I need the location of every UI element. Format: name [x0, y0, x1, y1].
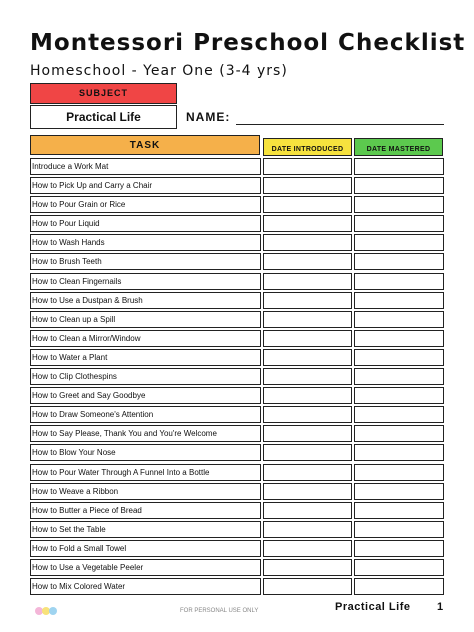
task-cell: How to Blow Your Nose: [30, 444, 261, 461]
date-introduced-cell[interactable]: [263, 368, 352, 385]
table-row: [30, 501, 444, 520]
date-introduced-cell[interactable]: [263, 196, 352, 213]
page-subtitle: Homeschool - Year One (3-4 yrs): [30, 63, 288, 79]
date-mastered-cell[interactable]: [354, 425, 444, 442]
task-cell: How to Clean up a Spill: [30, 311, 261, 328]
date-mastered-cell[interactable]: [354, 540, 444, 557]
task-cell: How to Fold a Small Towel: [30, 540, 261, 557]
name-field-line[interactable]: [236, 124, 444, 125]
footer-note: FOR PERSONAL USE ONLY: [180, 608, 259, 614]
task-cell: How to Brush Teeth: [30, 253, 261, 270]
date-mastered-cell[interactable]: [354, 368, 444, 385]
table-row: [30, 195, 444, 214]
date-mastered-cell[interactable]: [354, 253, 444, 270]
date-mastered-cell[interactable]: [354, 387, 444, 404]
date-mastered-cell[interactable]: [354, 292, 444, 309]
date-introduced-cell[interactable]: [263, 349, 352, 366]
date-introduced-cell[interactable]: [263, 253, 352, 270]
date-mastered-cell[interactable]: [354, 330, 444, 347]
table-row: [30, 443, 444, 462]
table-row: [30, 539, 444, 558]
task-cell: How to Clean Fingernails: [30, 273, 261, 290]
task-cell: How to Pour Grain or Rice: [30, 196, 261, 213]
task-cell: How to Draw Someone's Attention: [30, 406, 261, 423]
task-header: TASK: [30, 135, 260, 155]
date-introduced-cell[interactable]: [263, 215, 352, 232]
date-mastered-cell[interactable]: [354, 502, 444, 519]
task-cell: How to Wash Hands: [30, 234, 261, 251]
task-cell: How to Clean a Mirror/Window: [30, 330, 261, 347]
date-introduced-cell[interactable]: [263, 521, 352, 538]
task-cell: How to Pick Up and Carry a Chair: [30, 177, 261, 194]
date-mastered-cell[interactable]: [354, 464, 444, 481]
task-cell: How to Pour Liquid: [30, 215, 261, 232]
date-mastered-cell[interactable]: [354, 273, 444, 290]
table-row: [30, 348, 444, 367]
table-row: [30, 176, 444, 195]
table-row: [30, 463, 444, 482]
date-introduced-cell[interactable]: [263, 234, 352, 251]
date-mastered-cell[interactable]: [354, 444, 444, 461]
task-cell: How to Mix Colored Water: [30, 578, 261, 595]
task-cell: How to Greet and Say Goodbye: [30, 387, 261, 404]
date-introduced-cell[interactable]: [263, 387, 352, 404]
table-row: [30, 577, 444, 596]
table-row: [30, 405, 444, 424]
date-introduced-cell[interactable]: [263, 502, 352, 519]
date-mastered-cell[interactable]: [354, 215, 444, 232]
date-introduced-cell[interactable]: [263, 177, 352, 194]
date-introduced-cell[interactable]: [263, 540, 352, 557]
date-mastered-cell[interactable]: [354, 158, 444, 175]
table-row: [30, 252, 444, 271]
date-introduced-cell[interactable]: [263, 311, 352, 328]
date-introduced-cell[interactable]: [263, 406, 352, 423]
date-mastered-cell[interactable]: [354, 196, 444, 213]
task-cell: How to Weave a Ribbon: [30, 483, 261, 500]
date-mastered-cell[interactable]: [354, 578, 444, 595]
date-mastered-header: DATE MASTERED: [354, 138, 443, 156]
date-mastered-cell[interactable]: [354, 406, 444, 423]
task-cell: How to Set the Table: [30, 521, 261, 538]
date-introduced-header: DATE INTRODUCED: [263, 138, 352, 156]
task-cell: How to Water a Plant: [30, 349, 261, 366]
date-mastered-cell[interactable]: [354, 483, 444, 500]
table-row: [30, 214, 444, 233]
date-mastered-cell[interactable]: [354, 177, 444, 194]
subject-value: Practical Life: [30, 105, 177, 129]
task-cell: Introduce a Work Mat: [30, 158, 261, 175]
table-row: [30, 482, 444, 501]
date-introduced-cell[interactable]: [263, 158, 352, 175]
table-row: [30, 310, 444, 329]
date-introduced-cell[interactable]: [263, 273, 352, 290]
date-introduced-cell[interactable]: [263, 292, 352, 309]
date-mastered-cell[interactable]: [354, 521, 444, 538]
table-row: [30, 329, 444, 348]
table-row: [30, 558, 444, 577]
date-mastered-cell[interactable]: [354, 559, 444, 576]
task-cell: How to Say Please, Thank You and You're Welcome: [30, 425, 261, 442]
task-cell: How to Use a Vegetable Peeler: [30, 559, 261, 576]
table-row: [30, 157, 444, 176]
task-cell: How to Clip Clothespins: [30, 368, 261, 385]
date-introduced-cell[interactable]: [263, 483, 352, 500]
subject-label: SUBJECT: [30, 83, 177, 104]
date-introduced-cell[interactable]: [263, 444, 352, 461]
table-row: [30, 424, 444, 443]
date-introduced-cell[interactable]: [263, 464, 352, 481]
table-row: [30, 386, 444, 405]
date-mastered-cell[interactable]: [354, 349, 444, 366]
name-label: NAME:: [186, 110, 231, 124]
checklist-table: [30, 157, 444, 596]
task-cell: How to Butter a Piece of Bread: [30, 502, 261, 519]
footer-section: Practical Life: [335, 601, 411, 613]
date-introduced-cell[interactable]: [263, 330, 352, 347]
date-introduced-cell[interactable]: [263, 578, 352, 595]
date-introduced-cell[interactable]: [263, 425, 352, 442]
page-title: Montessori Preschool Checklist: [30, 30, 466, 56]
table-row: [30, 233, 444, 252]
task-cell: How to Pour Water Through A Funnel Into a Bottle: [30, 464, 261, 481]
brand-logo-icon: [34, 604, 60, 618]
date-mastered-cell[interactable]: [354, 234, 444, 251]
date-introduced-cell[interactable]: [263, 559, 352, 576]
date-mastered-cell[interactable]: [354, 311, 444, 328]
table-row: [30, 272, 444, 291]
table-row: [30, 520, 444, 539]
task-cell: How to Use a Dustpan & Brush: [30, 292, 261, 309]
page-number: 1: [437, 601, 444, 613]
table-row: [30, 291, 444, 310]
table-row: [30, 367, 444, 386]
